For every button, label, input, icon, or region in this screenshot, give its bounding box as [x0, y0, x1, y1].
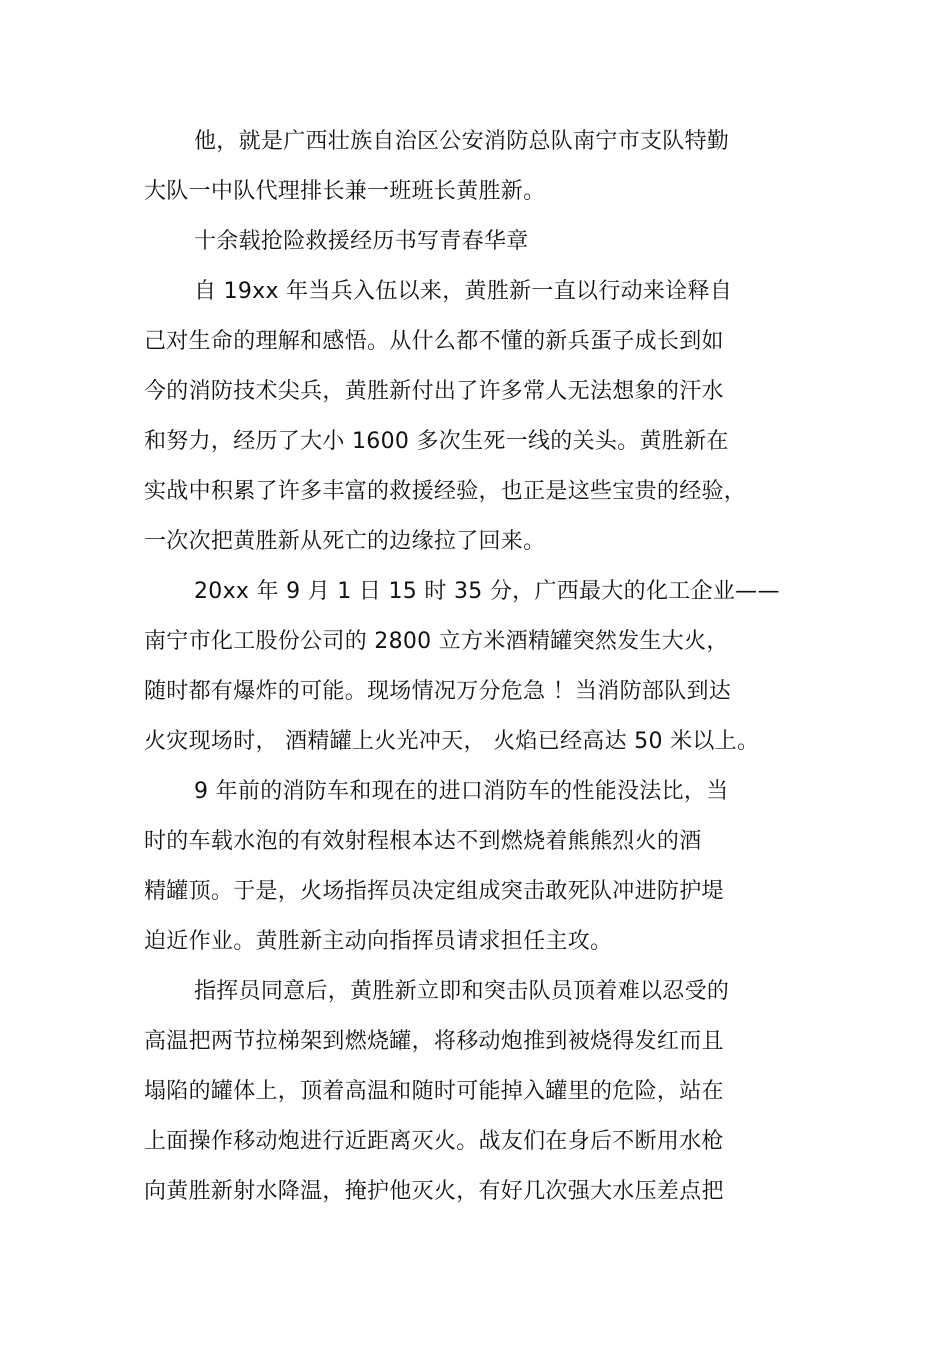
text-line: 9 年前的消防车和现在的进口消防车的性能没法比，当	[194, 779, 729, 804]
text-line: 和努力，经历了大小 1600 多次生死一线的关头。黄胜新在	[144, 429, 729, 454]
text-line: 一次次把黄胜新从死亡的边缘拉了回来。	[144, 529, 546, 554]
text-line: 他，就是广西壮族自治区公安消防总队南宁市支队特勤	[194, 129, 730, 154]
text-line: 上面操作移动炮进行近距离灭火。战友们在身后不断用水枪	[144, 1129, 724, 1154]
text-line: 自 19xx 年当兵入伍以来，黄胜新一直以行动来诠释自	[194, 279, 733, 304]
text-line: 精罐顶。于是，火场指挥员决定组成突击敢死队冲进防护堤	[144, 879, 724, 904]
text-line: 迫近作业。黄胜新主动向指挥员请求担任主攻。	[144, 929, 613, 954]
text-line: 实战中积累了许多丰富的救援经验，也正是这些宝贵的经验，	[144, 479, 747, 504]
text-line: 今的消防技术尖兵，黄胜新付出了许多常人无法想象的汗水	[144, 379, 724, 404]
text-line: 大队一中队代理排长兼一班班长黄胜新。	[144, 179, 546, 204]
text-line: 南宁市化工股份公司的 2800 立方米酒精罐突然发生大火，	[144, 629, 729, 654]
text-line: 向黄胜新射水降温，掩护他灭火，有好几次强大水压差点把	[144, 1179, 724, 1204]
text-line: 时的车载水泡的有效射程根本达不到燃烧着熊熊烈火的酒	[144, 829, 702, 854]
text-line: 指挥员同意后，黄胜新立即和突击队员顶着难以忍受的	[194, 979, 730, 1004]
text-line: 20xx 年 9 月 1 日 15 时 35 分，广西最大的化工企业——	[194, 579, 780, 604]
text-line: 塌陷的罐体上，顶着高温和随时可能掉入罐里的危险，站在	[144, 1079, 724, 1104]
text-line: 高温把两节拉梯架到燃烧罐，将移动炮推到被烧得发红而且	[144, 1029, 724, 1054]
section-heading: 十余载抢险救援经历书写青春华章	[194, 229, 529, 254]
text-line: 随时都有爆炸的可能。现场情况万分危急 ！当消防部队到达	[144, 679, 732, 704]
text-line: 火灾现场时， 酒精罐上火光冲天， 火焰已经高达 50 米以上。	[144, 729, 760, 754]
text-line: 己对生命的理解和感悟。从什么都不懂的新兵蛋子成长到如	[144, 329, 724, 354]
